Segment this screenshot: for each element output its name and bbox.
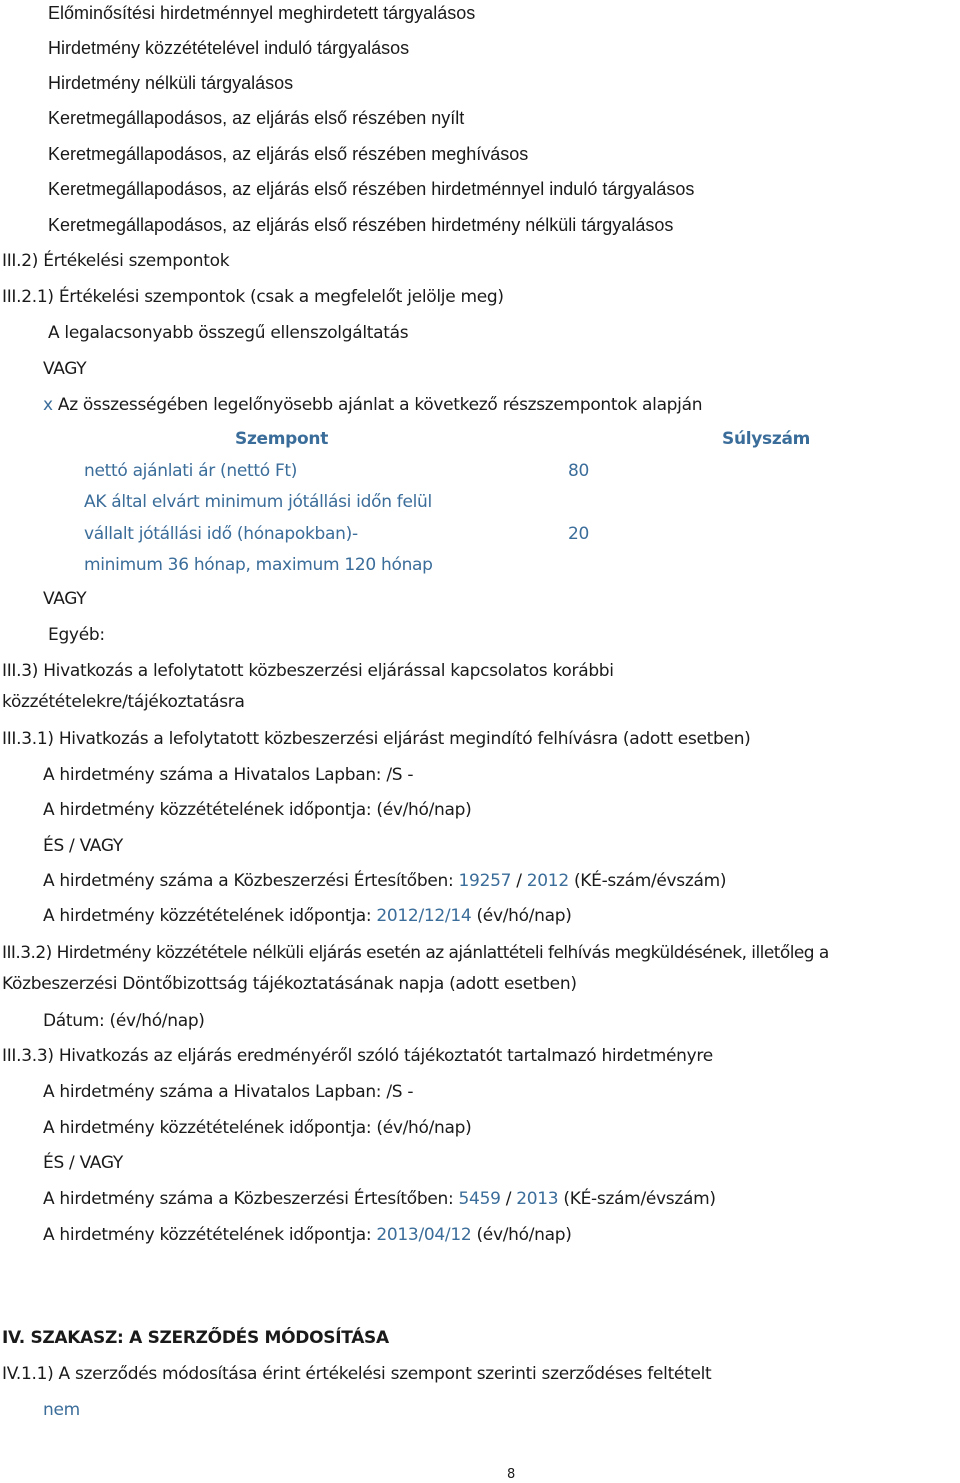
procedure-type-6: Keretmegállapodásos, az eljárás első részében hirdetménnyel induló tárgyalásos [48, 179, 695, 199]
option-best-value-label: Az összességében legelőnyösebb ajánlat a következő részszempontok alapján [57, 395, 703, 415]
date-field: Dátum: (év/hó/nap) [43, 1011, 205, 1031]
section-3-3-2-heading-line-2: Közbeszerzési Döntőbizottság tájékoztatásának napja (adott esetben) [2, 974, 577, 994]
ke-number-2-suffix: (KÉ-szám/évszám) [558, 1189, 716, 1209]
weight-column-header: Súlyszám [722, 429, 811, 449]
ke-number-1-value: 19257 [458, 871, 512, 891]
ojeu-date-1: A hirdetmény közzétételének időpontja: (év/hó/nap) [43, 800, 472, 820]
criterion-1-label: nettó ajánlati ár (nettó Ft) [84, 461, 298, 481]
criterion-2-label-line-1: AK által elvárt minimum jótállási időn felül [84, 492, 432, 512]
section-3-2-heading: III.2) Értékelési szempontok [2, 251, 230, 271]
section-4-heading: IV. SZAKASZ: A SZERZŐDÉS MÓDOSÍTÁSA [2, 1328, 389, 1348]
procedure-type-1: Előminősítési hirdetménnyel meghirdetett tárgyalásos [48, 3, 476, 23]
selected-mark: x [43, 395, 53, 415]
procedure-type-2: Hirdetmény közzétételével induló tárgyalásos [48, 38, 410, 58]
ke-date-2-label: A hirdetmény közzétételének időpontja: [43, 1225, 377, 1245]
ke-date-1 [43, 905, 572, 927]
section-3-2-1-heading: III.2.1) Értékelési szempontok (csak a megfelelőt jelölje meg) [2, 287, 504, 307]
or-label-1: VAGY [43, 359, 87, 379]
ke-date-1-suffix: (év/hó/nap) [471, 906, 572, 926]
procedure-type-5: Keretmegállapodásos, az eljárás első részében meghívásos [48, 144, 529, 164]
page-number: 8 [507, 1467, 516, 1482]
ojeu-date-2: A hirdetmény közzétételének időpontja: (év/hó/nap) [43, 1118, 472, 1138]
other-label: Egyéb: [48, 625, 105, 645]
ke-number-2-sep: / [500, 1189, 517, 1209]
procedure-type-4: Keretmegállapodásos, az eljárás első részében nyílt [48, 108, 465, 128]
ke-number-2-value: 5459 [458, 1189, 501, 1209]
and-or-1: ÉS / VAGY [43, 836, 123, 856]
criterion-column-header: Szempont [235, 429, 329, 449]
section-3-3-3-heading: III.3.3) Hivatkozás az eljárás eredményéről szóló tájékoztatót tartalmazó hirdetményre [2, 1046, 713, 1066]
section-3-3-1-heading: III.3.1) Hivatkozás a lefolytatott közbeszerzési eljárást megindító felhívásra (adott esetben) [2, 729, 751, 749]
ojeu-number-1: A hirdetmény száma a Hivatalos Lapban: /S - [43, 765, 414, 785]
procedure-type-3: Hirdetmény nélküli tárgyalásos [48, 73, 294, 93]
section-3-3-heading-line-2: közzétételekre/tájékoztatásra [2, 692, 245, 712]
option-best-value [43, 394, 702, 416]
criterion-2-weight: 20 [568, 524, 590, 544]
ke-number-2 [43, 1188, 716, 1210]
option-lowest-price: A legalacsonyabb összegű ellenszolgáltatás [48, 323, 409, 343]
ke-date-1-label: A hirdetmény közzétételének időpontja: [43, 906, 377, 926]
ke-date-2-suffix: (év/hó/nap) [471, 1225, 572, 1245]
criterion-1-weight: 80 [568, 461, 590, 481]
section-3-3-heading-line-1: III.3) Hivatkozás a lefolytatott közbeszerzési eljárással kapcsolatos korábbi [2, 661, 614, 681]
or-label-2: VAGY [43, 589, 87, 609]
ke-number-1-suffix: (KÉ-szám/évszám) [568, 871, 727, 891]
section-4-1-1-heading: IV.1.1) A szerződés módosítása érint értékelési szempont szerinti szerződéses feltételt [2, 1364, 712, 1384]
section-4-answer: nem [43, 1400, 80, 1420]
ojeu-number-2: A hirdetmény száma a Hivatalos Lapban: /S - [43, 1082, 414, 1102]
criterion-2-label-line-3: minimum 36 hónap, maximum 120 hónap [84, 555, 433, 575]
ke-number-2-label: A hirdetmény száma a Közbeszerzési Értesítőben: [43, 1189, 459, 1209]
ke-number-1 [43, 870, 726, 892]
section-3-3-2-heading-line-1: III.3.2) Hirdetmény közzététele nélküli eljárás esetén az ajánlattételi felhívás megküldésének, illetőleg a [2, 943, 829, 963]
ke-date-2-value: 2013/04/12 [376, 1225, 472, 1245]
ke-number-1-label: A hirdetmény száma a Közbeszerzési Értesítőben: [43, 871, 459, 891]
and-or-2: ÉS / VAGY [43, 1153, 123, 1173]
ke-date-1-value: 2012/12/14 [376, 906, 472, 926]
criterion-2-label-line-2: vállalt jótállási idő (hónapokban)- [84, 524, 358, 544]
ke-date-2 [43, 1224, 572, 1246]
procedure-type-7: Keretmegállapodásos, az eljárás első részében hirdetmény nélküli tárgyalásos [48, 215, 674, 235]
ke-year-2-value: 2013 [516, 1189, 559, 1209]
ke-year-1-value: 2012 [526, 871, 569, 891]
ke-number-1-sep: / [511, 871, 527, 891]
